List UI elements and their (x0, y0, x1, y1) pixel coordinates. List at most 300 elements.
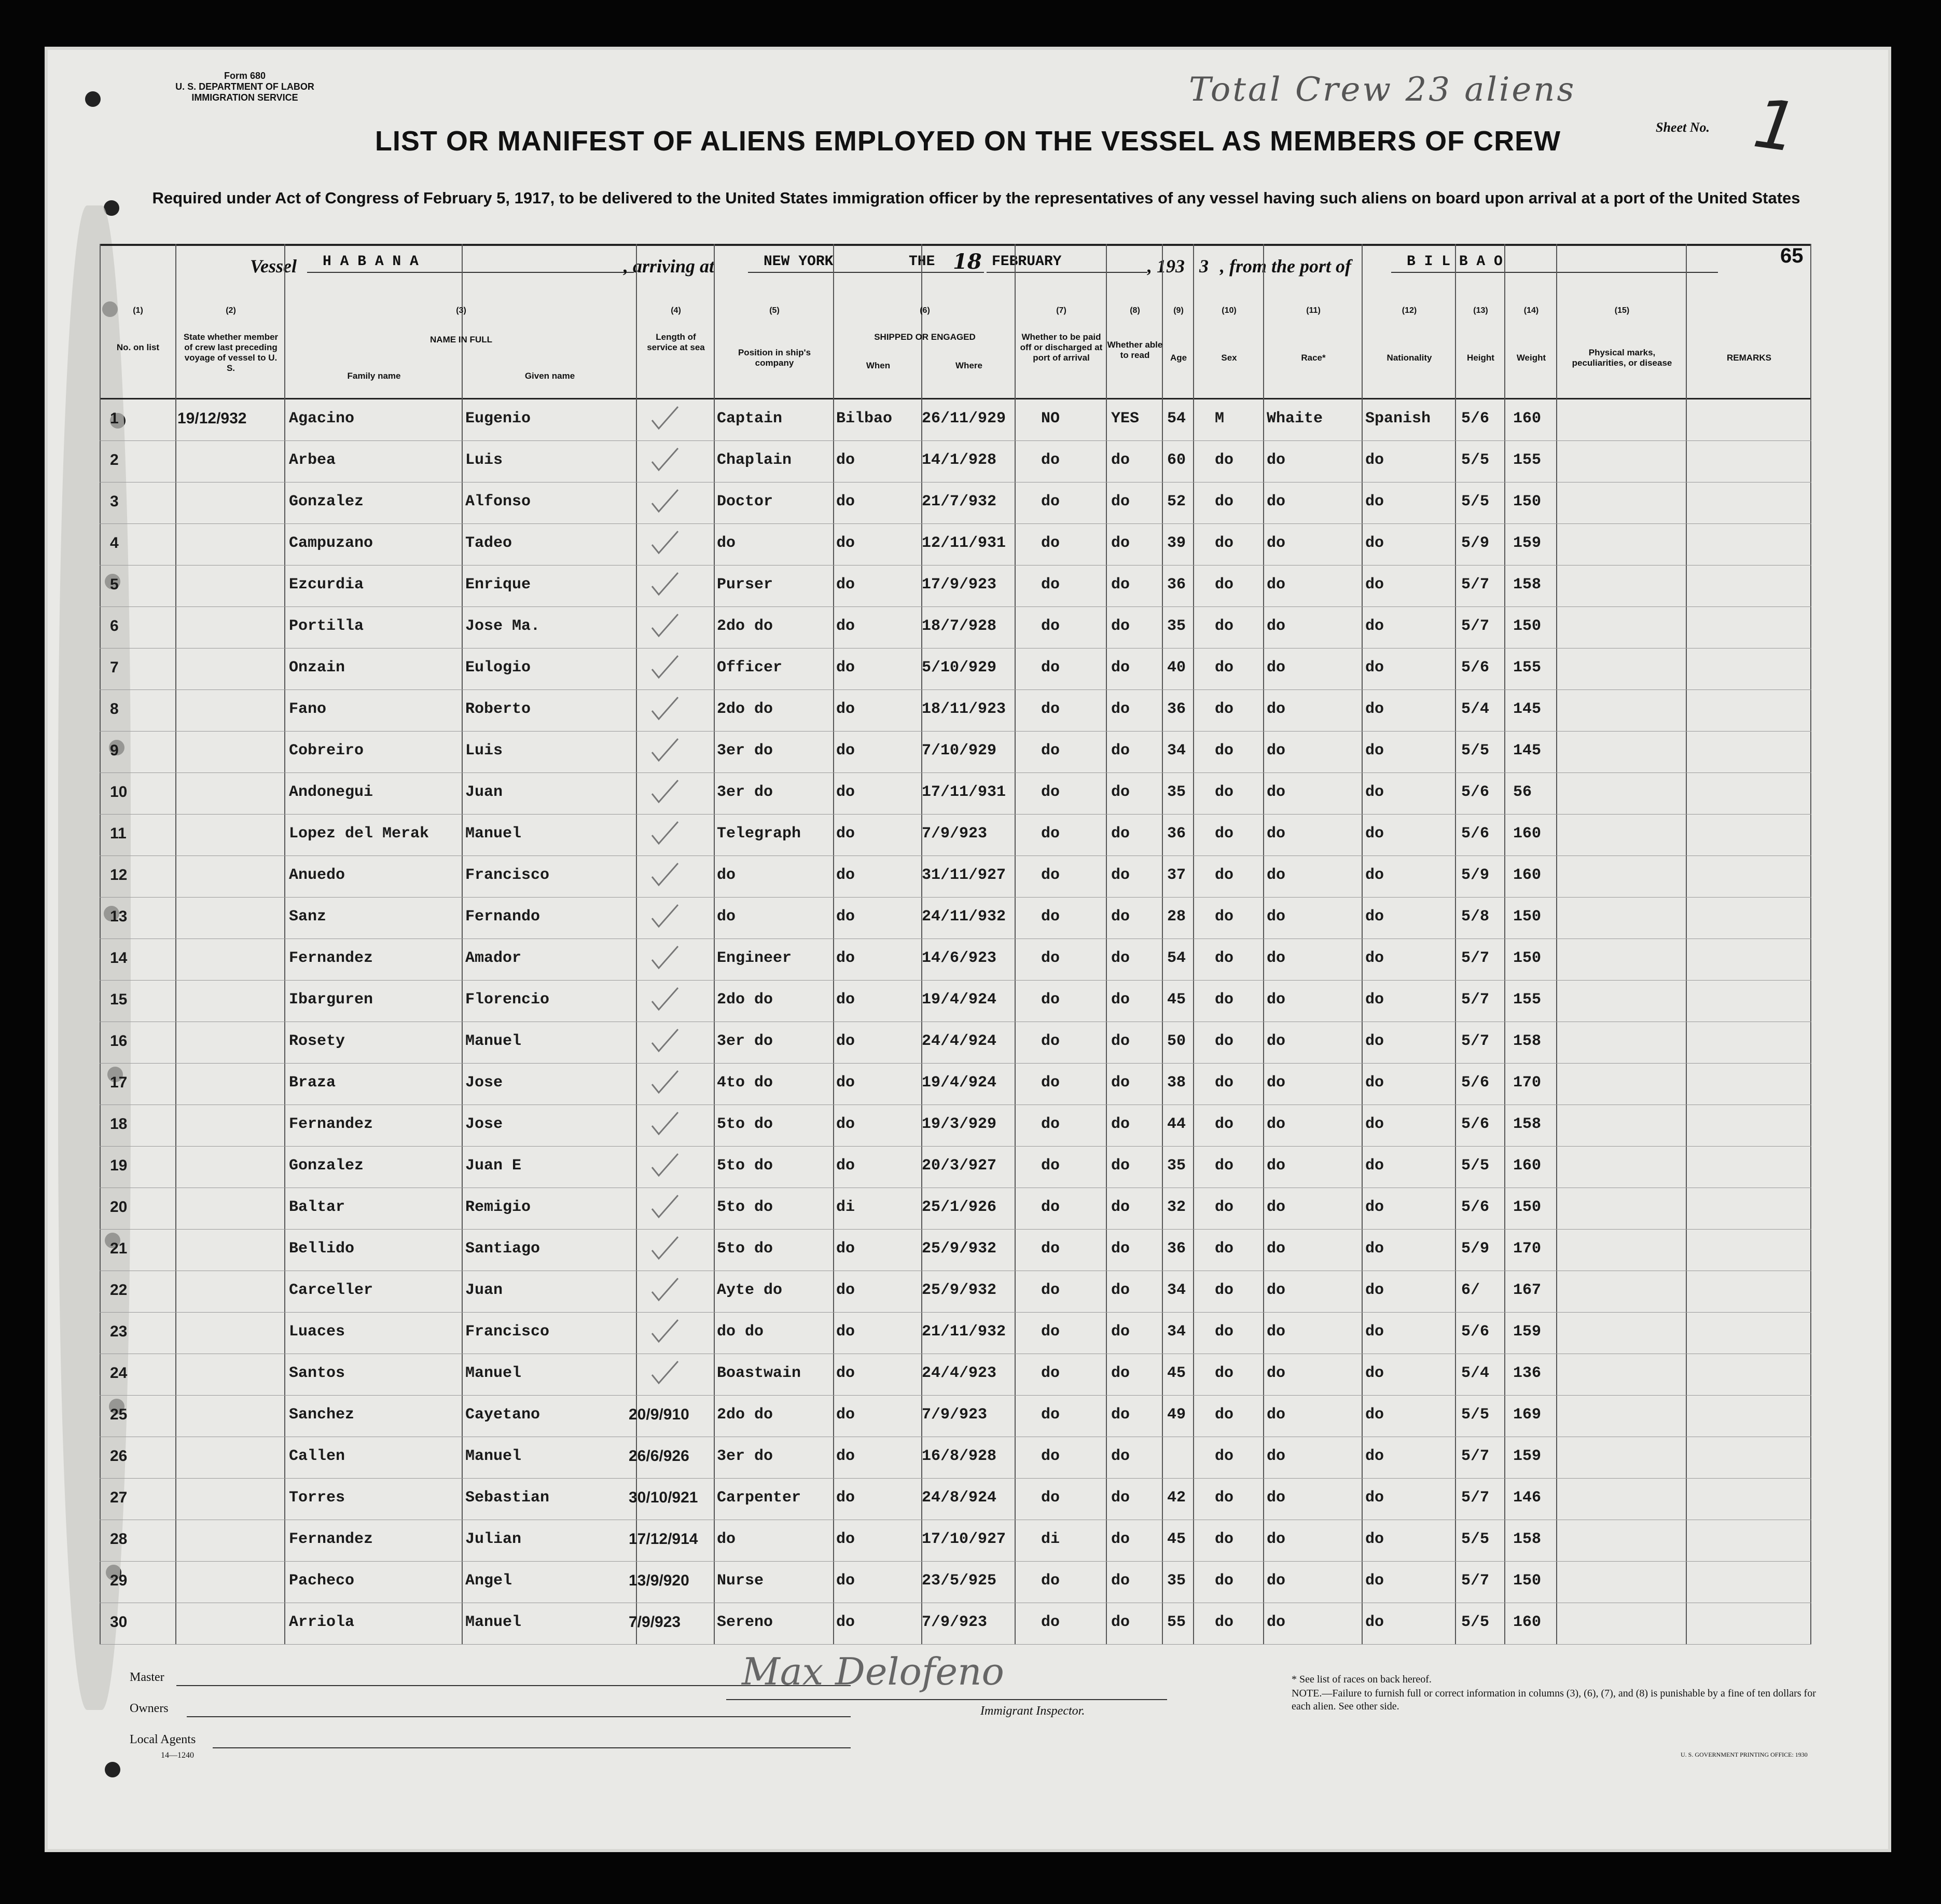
cell-age: 40 (1167, 659, 1186, 677)
cell-able-to-read: do (1111, 576, 1130, 594)
printer-imprint: U. S. GOVERNMENT PRINTING OFFICE: 1930 (1681, 1751, 1808, 1758)
arrival-month: FEBRUARY (987, 252, 1147, 273)
cell-shipped-where: 19/4/924 (922, 1074, 997, 1092)
cell-row-number: 20 (110, 1198, 128, 1216)
cell-sex: do (1215, 1613, 1234, 1631)
cell-race: do (1267, 1447, 1286, 1465)
cell-paid-off: do (1041, 1613, 1060, 1631)
form-identifier (167, 71, 323, 103)
cell-family-name: Pacheco (289, 1572, 355, 1590)
cell-position: Nurse (717, 1572, 764, 1590)
cell-sex: do (1215, 1198, 1234, 1216)
cell-shipped-where: 23/5/925 (922, 1572, 997, 1590)
cell-race: Whaite (1267, 410, 1323, 427)
cell-length-of-service: 7/9/923 (629, 1613, 681, 1631)
col-name-in-full: NAME IN FULL (430, 335, 492, 344)
cell-paid-off: do (1041, 742, 1060, 760)
cell-paid-off: do (1041, 1447, 1060, 1465)
cell-weight: 170 (1513, 1074, 1542, 1092)
cell-shipped-where: 26/11/929 (922, 410, 1006, 427)
cell-nationality: do (1365, 783, 1384, 801)
col6-number: (6) (920, 306, 930, 315)
cell-height: 5/5 (1461, 1613, 1490, 1631)
cell-race: do (1267, 991, 1286, 1009)
col-age: Age (1170, 353, 1187, 363)
cell-shipped-when: do (836, 576, 855, 594)
cell-row-number: 29 (110, 1572, 128, 1589)
cell-weight: 160 (1513, 410, 1542, 427)
cell-age: 35 (1167, 783, 1186, 801)
cell-age: 52 (1167, 493, 1186, 511)
year-label: , 193 (1147, 256, 1185, 277)
cell-shipped-when: do (836, 1489, 855, 1507)
cell-shipped-where: 25/9/932 (922, 1281, 997, 1299)
cell-given-name: Jose (465, 1074, 503, 1092)
sheet-label: Sheet No. (1656, 120, 1710, 135)
cell-given-name: Juan E (465, 1157, 522, 1175)
cell-nationality: do (1365, 1157, 1384, 1175)
cell-given-name: Francisco (465, 1323, 550, 1341)
table-row (100, 1437, 1811, 1479)
vessel-name: H A B A N A (307, 252, 634, 273)
col-when: When (866, 361, 891, 370)
cell-paid-off: do (1041, 534, 1060, 552)
cell-age: 34 (1167, 1281, 1186, 1299)
cell-race: do (1267, 1530, 1286, 1548)
cell-given-name: Juan (465, 1281, 503, 1299)
checkmark-icon (649, 1358, 681, 1387)
table-row (100, 1230, 1811, 1271)
cell-shipped-when: do (836, 908, 855, 926)
local-agents-label: Local Agents (130, 1733, 196, 1746)
cell-age: 37 (1167, 866, 1186, 884)
cell-weight: 159 (1513, 534, 1542, 552)
cell-race: do (1267, 866, 1286, 884)
cell-length-of-service: 13/9/920 (629, 1572, 689, 1589)
cell-age: 49 (1167, 1406, 1186, 1424)
checkmark-icon (649, 902, 681, 930)
cell-position: 3er do (717, 1032, 773, 1050)
cell-nationality: do (1365, 534, 1384, 552)
cell-height: 5/4 (1461, 1364, 1490, 1382)
cell-weight: 136 (1513, 1364, 1542, 1382)
table-row (100, 690, 1811, 732)
cell-position: Sereno (717, 1613, 773, 1631)
cell-nationality: do (1365, 1489, 1384, 1507)
cell-nationality: do (1365, 1032, 1384, 1050)
cell-given-name: Enrique (465, 576, 531, 594)
cell-weight: 158 (1513, 1530, 1542, 1548)
cell-height: 5/6 (1461, 659, 1490, 677)
cell-shipped-where: 17/11/931 (922, 783, 1006, 801)
cell-paid-off: do (1041, 493, 1060, 511)
cell-shipped-where: 17/10/927 (922, 1530, 1006, 1548)
form-number: Form 680 (224, 71, 266, 81)
col-race: Race* (1301, 353, 1326, 363)
cell-weight: 150 (1513, 617, 1542, 635)
cell-shipped-when: do (836, 949, 855, 967)
cell-shipped-where: 24/8/924 (922, 1489, 997, 1507)
cell-race: do (1267, 451, 1286, 469)
arrival-day: 18 (950, 252, 984, 273)
table-row (100, 1022, 1811, 1064)
cell-sex: do (1215, 949, 1234, 967)
cell-given-name: Manuel (465, 1613, 522, 1631)
col-given-name: Given name (524, 371, 575, 381)
cell-weight: 159 (1513, 1323, 1542, 1341)
cell-able-to-read: do (1111, 1447, 1130, 1465)
cell-paid-off: do (1041, 1364, 1060, 1382)
inspector-signature: Max Delofeno (742, 1650, 1004, 1693)
checkmark-icon (649, 943, 681, 972)
cell-age: 60 (1167, 451, 1186, 469)
checkmark-icon (649, 528, 681, 557)
cell-age: 55 (1167, 1613, 1186, 1631)
cell-shipped-when: do (836, 617, 855, 635)
cell-previous-voyage: 19/12/932 (177, 410, 247, 427)
cell-shipped-when: di (836, 1198, 855, 1216)
cell-shipped-where: 7/9/923 (922, 1406, 988, 1424)
col-position: Position in ship's company (738, 348, 811, 368)
cell-shipped-where: 31/11/927 (922, 866, 1006, 884)
cell-row-number: 19 (110, 1157, 128, 1174)
cell-age: 50 (1167, 1032, 1186, 1050)
cell-family-name: Gonzalez (289, 1157, 364, 1175)
cell-able-to-read: do (1111, 825, 1130, 843)
cell-row-number: 18 (110, 1115, 128, 1133)
cell-family-name: Ibarguren (289, 991, 373, 1009)
cell-position: do (717, 534, 736, 552)
cell-sex: do (1215, 1281, 1234, 1299)
cell-shipped-when: do (836, 991, 855, 1009)
col-able-to-read: Whether able to read (1107, 340, 1163, 360)
cell-shipped-where: 14/1/928 (922, 451, 997, 469)
cell-row-number: 27 (110, 1489, 128, 1506)
cell-able-to-read: do (1111, 783, 1130, 801)
col-previous-voyage: State whether member of crew last preceding voyage of vessel to U. S. (183, 332, 279, 373)
cell-sex: do (1215, 1572, 1234, 1590)
cell-paid-off: do (1041, 700, 1060, 718)
cell-length-of-service: 26/6/926 (629, 1447, 689, 1465)
cell-position: Captain (717, 410, 783, 427)
cell-able-to-read: do (1111, 1198, 1130, 1216)
cell-height: 5/9 (1461, 534, 1490, 552)
cell-shipped-where: 7/9/923 (922, 825, 988, 843)
cell-race: do (1267, 534, 1286, 552)
cell-paid-off: do (1041, 1572, 1060, 1590)
cell-family-name: Fernandez (289, 1115, 373, 1133)
cell-height: 5/6 (1461, 410, 1490, 427)
cell-given-name: Roberto (465, 700, 531, 718)
cell-able-to-read: do (1111, 1613, 1130, 1631)
cell-height: 5/7 (1461, 576, 1490, 594)
col4-number: (4) (671, 306, 681, 315)
cell-shipped-where: 20/3/927 (922, 1157, 997, 1175)
arrival-port: NEW YORK (748, 252, 919, 273)
checkmark-icon (649, 570, 681, 598)
col-weight: Weight (1516, 353, 1546, 363)
cell-able-to-read: do (1111, 1032, 1130, 1050)
cell-family-name: Bellido (289, 1240, 355, 1258)
table-row (100, 607, 1811, 649)
vessel-label: Vessel (250, 256, 297, 277)
cell-weight: 160 (1513, 1157, 1542, 1175)
cell-given-name: Luis (465, 451, 503, 469)
cell-sex: do (1215, 1115, 1234, 1133)
cell-shipped-when: do (836, 659, 855, 677)
cell-height: 5/7 (1461, 1447, 1490, 1465)
cell-position: 5to do (717, 1157, 773, 1175)
table-row (100, 732, 1811, 773)
cell-nationality: do (1365, 493, 1384, 511)
cell-family-name: Torres (289, 1489, 345, 1507)
cell-nationality: do (1365, 1364, 1384, 1382)
cell-able-to-read: do (1111, 908, 1130, 926)
cell-row-number: 17 (110, 1074, 128, 1091)
cell-given-name: Fernando (465, 908, 540, 926)
cell-height: 5/5 (1461, 451, 1490, 469)
department-name: U. S. DEPARTMENT OF LABOR (175, 81, 314, 92)
cell-row-number: 12 (110, 866, 128, 884)
cell-paid-off: do (1041, 825, 1060, 843)
cell-height: 5/6 (1461, 1115, 1490, 1133)
cell-age: 36 (1167, 825, 1186, 843)
master-label: Master (130, 1671, 164, 1684)
cell-position: Engineer (717, 949, 792, 967)
col-family-name: Family name (347, 371, 401, 381)
cell-weight: 169 (1513, 1406, 1542, 1424)
cell-height: 5/7 (1461, 1489, 1490, 1507)
cell-shipped-when: do (836, 1032, 855, 1050)
cell-paid-off: do (1041, 1323, 1060, 1341)
table-row (100, 1313, 1811, 1354)
cell-race: do (1267, 825, 1286, 843)
cell-shipped-when: do (836, 1530, 855, 1548)
cell-family-name: Arbea (289, 451, 336, 469)
cell-age: 36 (1167, 576, 1186, 594)
cell-row-number: 14 (110, 949, 128, 967)
arriving-label: , arriving at (623, 256, 715, 277)
checkmark-icon (649, 404, 681, 432)
cell-row-number: 21 (110, 1240, 128, 1257)
col1-number: (1) (133, 306, 143, 315)
cell-race: do (1267, 1115, 1286, 1133)
cell-height: 5/6 (1461, 783, 1490, 801)
cell-family-name: Sanchez (289, 1406, 355, 1424)
col9-number: (9) (1173, 306, 1184, 315)
cell-row-number: 15 (110, 991, 128, 1008)
cell-family-name: Baltar (289, 1198, 345, 1216)
col-paid-off: Whether to be paid off or discharged at port of arrival (1020, 332, 1103, 363)
col-remarks: REMARKS (1727, 353, 1771, 363)
cell-family-name: Braza (289, 1074, 336, 1092)
cell-sex: do (1215, 825, 1234, 843)
cell-height: 5/5 (1461, 493, 1490, 511)
cell-given-name: Angel (465, 1572, 512, 1590)
cell-weight: 150 (1513, 1198, 1542, 1216)
cell-height: 5/6 (1461, 1198, 1490, 1216)
cell-height: 5/9 (1461, 1240, 1490, 1258)
cell-weight: 158 (1513, 1032, 1542, 1050)
cell-given-name: Eulogio (465, 659, 531, 677)
cell-sex: do (1215, 783, 1234, 801)
cell-race: do (1267, 1157, 1286, 1175)
cell-age: 35 (1167, 1157, 1186, 1175)
cell-nationality: do (1365, 1447, 1384, 1465)
cell-shipped-when: do (836, 1323, 855, 1341)
cell-race: do (1267, 1572, 1286, 1590)
checkmark-icon (649, 653, 681, 681)
cell-nationality: do (1365, 1530, 1384, 1548)
cell-shipped-where: 21/11/932 (922, 1323, 1006, 1341)
cell-shipped-when: do (836, 825, 855, 843)
checkmark-icon (649, 736, 681, 764)
date-prefix: THE (904, 252, 950, 273)
cell-weight: 56 (1513, 783, 1532, 801)
cell-weight: 160 (1513, 1613, 1542, 1631)
cell-able-to-read: do (1111, 1364, 1130, 1382)
cell-given-name: Cayetano (465, 1406, 540, 1424)
cell-nationality: do (1365, 866, 1384, 884)
cell-paid-off: do (1041, 1115, 1060, 1133)
page-number: 65 (1780, 244, 1804, 267)
cell-race: do (1267, 1406, 1286, 1424)
cell-height: 5/5 (1461, 742, 1490, 760)
cell-position: Officer (717, 659, 783, 677)
checkmark-icon (649, 611, 681, 640)
cell-paid-off: do (1041, 1281, 1060, 1299)
owners-label: Owners (130, 1702, 169, 1715)
cell-family-name: Carceller (289, 1281, 373, 1299)
table-row (100, 1147, 1811, 1188)
cell-shipped-when: do (836, 1406, 855, 1424)
cell-position: 2do do (717, 1406, 773, 1424)
table-row (100, 898, 1811, 939)
cell-age: 39 (1167, 534, 1186, 552)
page-subtitle: Required under Act of Congress of February 5, 1917, to be delivered to the United States immigration officer by the representatives of any vessel having such aliens on board upon arrival at a port of the United States (152, 189, 1800, 207)
cell-given-name: Francisco (465, 866, 550, 884)
table-row (100, 1520, 1811, 1562)
cell-given-name: Manuel (465, 825, 522, 843)
cell-able-to-read: do (1111, 991, 1130, 1009)
cell-family-name: Sanz (289, 908, 327, 926)
col-height: Height (1467, 353, 1494, 363)
cell-race: do (1267, 1240, 1286, 1258)
cell-given-name: Eugenio (465, 410, 531, 427)
cell-height: 5/7 (1461, 1572, 1490, 1590)
cell-given-name: Manuel (465, 1032, 522, 1050)
cell-weight: 155 (1513, 451, 1542, 469)
cell-weight: 146 (1513, 1489, 1542, 1507)
table-row (100, 1562, 1811, 1603)
cell-nationality: do (1365, 949, 1384, 967)
col-sex: Sex (1221, 353, 1237, 363)
cell-shipped-where: 18/11/923 (922, 700, 1006, 718)
cell-height: 5/6 (1461, 825, 1490, 843)
col-shipped-engaged: SHIPPED OR ENGAGED (874, 332, 976, 342)
cell-paid-off: do (1041, 1198, 1060, 1216)
table-row (100, 1396, 1811, 1437)
cell-age: 28 (1167, 908, 1186, 926)
cell-nationality: do (1365, 742, 1384, 760)
cell-shipped-where: 19/4/924 (922, 991, 997, 1009)
cell-nationality: do (1365, 1323, 1384, 1341)
cell-nationality: do (1365, 1074, 1384, 1092)
cell-nationality: do (1365, 991, 1384, 1009)
cell-family-name: Santos (289, 1364, 345, 1382)
cell-given-name: Remigio (465, 1198, 531, 1216)
cell-row-number: 1 (110, 410, 119, 427)
cell-shipped-where: 25/1/926 (922, 1198, 997, 1216)
cell-paid-off: do (1041, 451, 1060, 469)
cell-able-to-read: do (1111, 1240, 1130, 1258)
col-length-of-service: Length of service at sea (647, 332, 705, 352)
cell-shipped-when: do (836, 1447, 855, 1465)
cell-family-name: Onzain (289, 659, 345, 677)
cell-weight: 158 (1513, 1115, 1542, 1133)
cell-race: do (1267, 576, 1286, 594)
cell-length-of-service: 30/10/921 (629, 1489, 698, 1506)
cell-shipped-when: do (836, 1281, 855, 1299)
cell-family-name: Gonzalez (289, 493, 364, 511)
cell-age: 42 (1167, 1489, 1186, 1507)
cell-shipped-when: do (836, 451, 855, 469)
cell-given-name: Amador (465, 949, 522, 967)
cell-age: 34 (1167, 742, 1186, 760)
cell-position: 5to do (717, 1198, 773, 1216)
cell-position: 2do do (717, 700, 773, 718)
cell-weight: 159 (1513, 1447, 1542, 1465)
cell-race: do (1267, 659, 1286, 677)
table-row (100, 1603, 1811, 1645)
cell-position: Purser (717, 576, 773, 594)
cell-position: 5to do (717, 1115, 773, 1133)
cell-family-name: Cobreiro (289, 742, 364, 760)
cell-sex: M (1215, 410, 1225, 427)
cell-sex: do (1215, 617, 1234, 635)
cell-able-to-read: do (1111, 659, 1130, 677)
table-row (100, 1479, 1811, 1520)
col-no-on-list: No. on list (116, 342, 160, 352)
cell-height: 5/6 (1461, 1323, 1490, 1341)
cell-position: Boastwain (717, 1364, 801, 1382)
crew-total-annotation: Total Crew 23 aliens (1189, 71, 1576, 109)
cell-able-to-read: do (1111, 1115, 1130, 1133)
cell-family-name: Luaces (289, 1323, 345, 1341)
departure-port: B I L B A O (1391, 252, 1718, 273)
cell-age: 45 (1167, 1530, 1186, 1548)
cell-row-number: 3 (110, 493, 119, 510)
sheet-number: 1 (1749, 83, 1803, 168)
cell-family-name: Callen (289, 1447, 345, 1465)
cell-race: do (1267, 1281, 1286, 1299)
cell-sex: do (1215, 1240, 1234, 1258)
cell-row-number: 11 (110, 825, 127, 842)
table-row (100, 939, 1811, 981)
cell-weight: 155 (1513, 991, 1542, 1009)
table-row (100, 649, 1811, 690)
cell-able-to-read: do (1111, 1157, 1130, 1175)
cell-nationality: do (1365, 1406, 1384, 1424)
cell-able-to-read: do (1111, 617, 1130, 635)
col8-number: (8) (1130, 306, 1140, 315)
page-title: LIST OR MANIFEST OF ALIENS EMPLOYED ON THE VESSEL AS MEMBERS OF CREW (375, 126, 1561, 157)
cell-race: do (1267, 1074, 1286, 1092)
cell-paid-off: do (1041, 1489, 1060, 1507)
checkmark-icon (649, 860, 681, 889)
checkmark-icon (649, 777, 681, 806)
table-row (100, 1354, 1811, 1396)
